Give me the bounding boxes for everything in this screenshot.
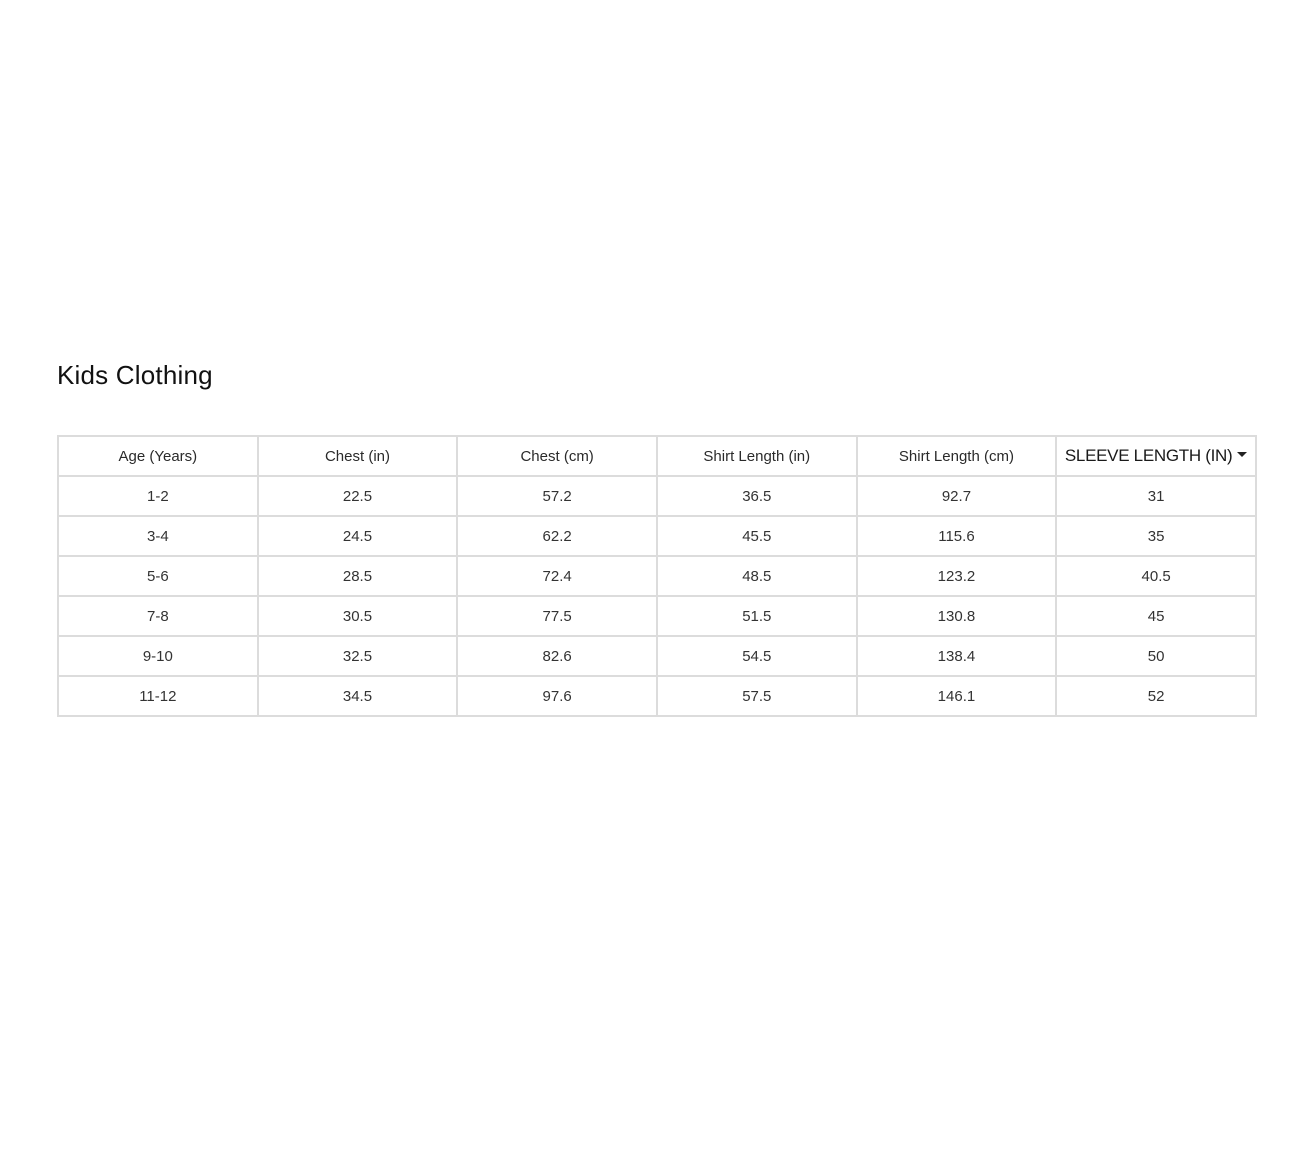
table-row xyxy=(58,636,1256,676)
page-title: Kids Clothing xyxy=(57,360,213,390)
table-cell: 45 xyxy=(1056,596,1256,636)
table-cell: 30.5 xyxy=(258,596,458,636)
table-row xyxy=(58,676,1256,716)
caret-down-icon[interactable] xyxy=(1237,452,1247,457)
table-cell: 32.5 xyxy=(258,636,458,676)
table-cell: 92.7 xyxy=(857,476,1057,516)
table-cell: 115.6 xyxy=(857,516,1057,556)
table-cell: 9-10 xyxy=(58,636,258,676)
table-cell: 51.5 xyxy=(657,596,857,636)
table-cell: 62.2 xyxy=(457,516,657,556)
table-cell: 57.2 xyxy=(457,476,657,516)
table-cell: 35 xyxy=(1056,516,1256,556)
table-cell: 82.6 xyxy=(457,636,657,676)
table-row xyxy=(58,556,1256,596)
column-header-chest-cm: Chest (cm) xyxy=(457,436,657,476)
table-cell: 31 xyxy=(1056,476,1256,516)
table-cell: 123.2 xyxy=(857,556,1057,596)
table-cell: 7-8 xyxy=(58,596,258,636)
table-cell: 34.5 xyxy=(258,676,458,716)
table-cell: 11-12 xyxy=(58,676,258,716)
column-header-shirt-length-in: Shirt Length (in) xyxy=(657,436,857,476)
table-cell: 48.5 xyxy=(657,556,857,596)
table-row xyxy=(58,476,1256,516)
table-cell: 28.5 xyxy=(258,556,458,596)
table-cell: 77.5 xyxy=(457,596,657,636)
column-header-chest-in: Chest (in) xyxy=(258,436,458,476)
column-header-shirt-length-cm: Shirt Length (cm) xyxy=(857,436,1057,476)
table-cell: 54.5 xyxy=(657,636,857,676)
table-cell: 50 xyxy=(1056,636,1256,676)
table-cell: 3-4 xyxy=(58,516,258,556)
table-cell: 22.5 xyxy=(258,476,458,516)
table-cell: 146.1 xyxy=(857,676,1057,716)
table-row xyxy=(58,516,1256,556)
table-header-row xyxy=(58,436,1256,476)
table-row xyxy=(58,596,1256,636)
table-cell: 57.5 xyxy=(657,676,857,716)
table-cell: 52 xyxy=(1056,676,1256,716)
table-cell: 45.5 xyxy=(657,516,857,556)
table-cell: 5-6 xyxy=(58,556,258,596)
table-cell: 97.6 xyxy=(457,676,657,716)
column-header-sleeve-length-in[interactable] xyxy=(1056,436,1256,476)
table-cell: 24.5 xyxy=(258,516,458,556)
table-cell: 130.8 xyxy=(857,596,1057,636)
table-cell: 36.5 xyxy=(657,476,857,516)
table-cell: 138.4 xyxy=(857,636,1057,676)
table-body xyxy=(58,476,1256,716)
column-header-age: Age (Years) xyxy=(58,436,258,476)
table-cell: 72.4 xyxy=(457,556,657,596)
table-header xyxy=(58,436,1256,476)
column-header-sleeve-length-label: SLEEVE LENGTH (IN) xyxy=(1064,446,1233,465)
table-cell: 1-2 xyxy=(58,476,258,516)
size-chart-table xyxy=(57,435,1257,717)
table-cell: 40.5 xyxy=(1056,556,1256,596)
